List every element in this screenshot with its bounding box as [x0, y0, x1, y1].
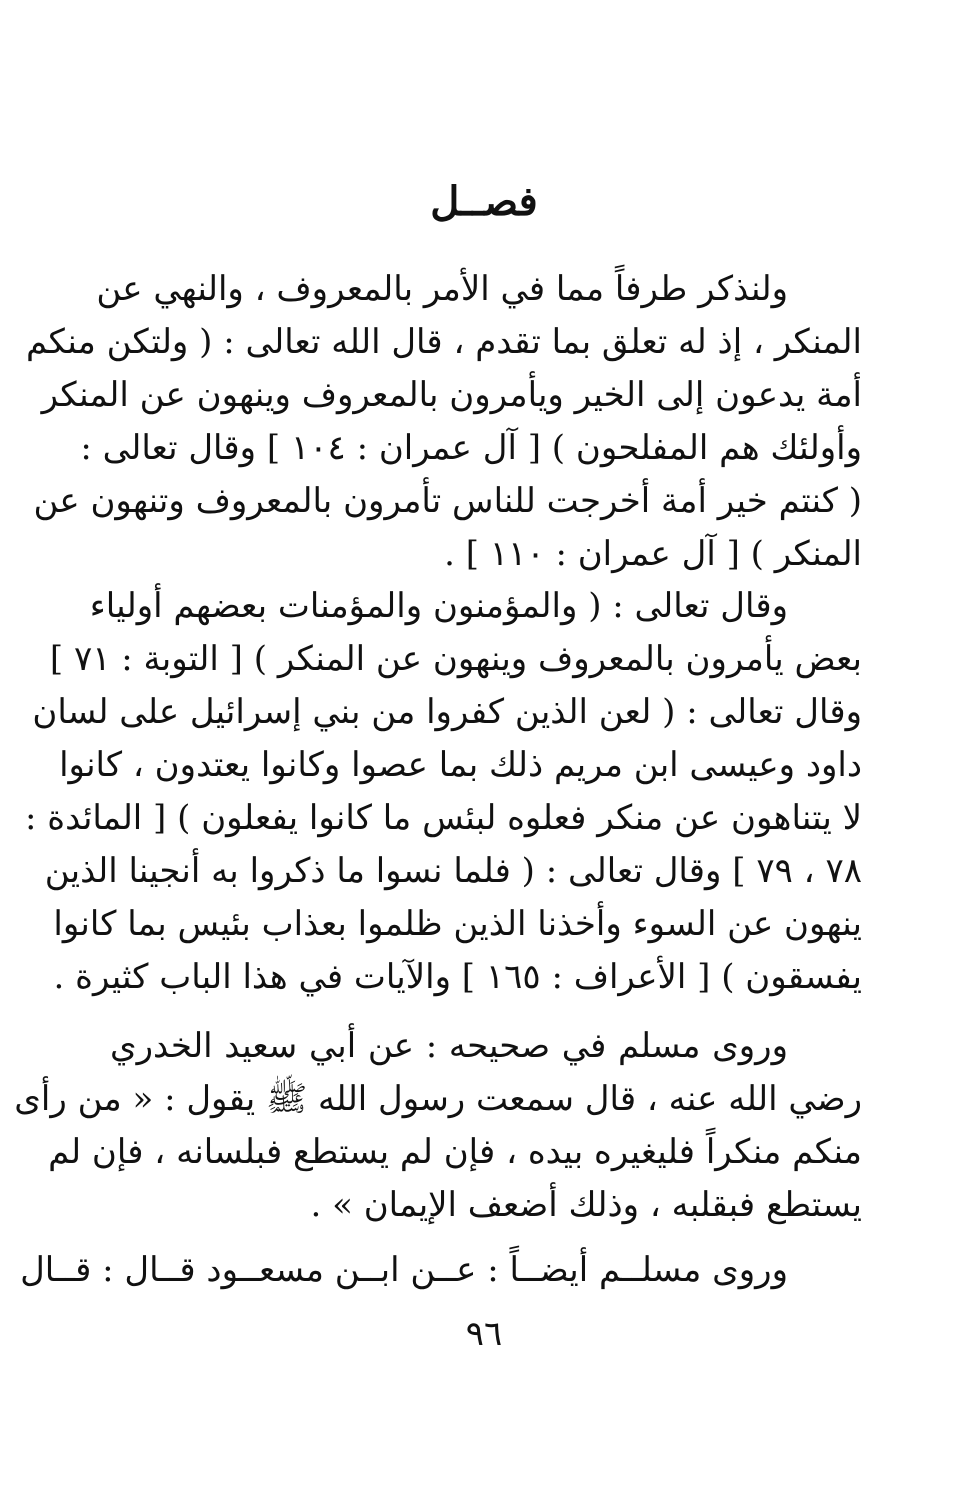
paragraph-line: ( كنتم خير أمة أخرجت للناس تأمرون بالمعروف وتنهون عن — [33, 481, 862, 521]
paragraph-4 — [20, 1244, 862, 1297]
paragraph-line: وروى مسلم في صحيحه : عن أبي سعيد الخدري — [110, 1026, 788, 1066]
paragraph-line: أمة يدعون إلى الخير ويأمرون بالمعروف وينهون عن المنكر — [41, 375, 862, 415]
paragraph-1 — [25, 263, 862, 581]
paragraph-line: بعض يأمرون بالمعروف وينهون عن المنكر ) [ التوبة : ٧١ ] — [49, 639, 862, 679]
paragraph-line: المنكر ، إذ له تعلق بما تقدم ، قال الله تعالى : ( ولتكن منكم — [25, 322, 862, 362]
paragraph-line: منكم منكراً فليغيره بيده ، فإن لم يستطع فبلسانه ، فإن لم — [48, 1132, 862, 1172]
paragraph-line: يفسقون ) [ الأعراف : ١٦٥ ] والآيات في هذا الباب كثيرة . — [53, 957, 862, 997]
paragraph-line: يستطع فبقلبه ، وذلك أضعف الإيمان » . — [310, 1185, 862, 1225]
paragraph-line: داود وعيسى ابن مريم ذلك بما عصوا وكانوا يعتدون ، كانوا — [59, 745, 862, 785]
paragraph-3 — [14, 1020, 862, 1232]
paragraph-line: ٧٨ ، ٧٩ ] وقال تعالى : ( فلما نسوا ما ذكروا به أنجينا الذين — [44, 851, 862, 891]
page-number: ٩٦ — [465, 1314, 503, 1354]
paragraph-line: وقال تعالى : ( والمؤمنون والمؤمنات بعضهم أولياء — [89, 586, 788, 626]
paragraph-line: وروى مسلــم أيضــاً : عــن ابــن مسعــود قــال : قــال — [20, 1250, 788, 1290]
paragraph-line: المنكر ) [ آل عمران : ١١٠ ] . — [444, 534, 862, 574]
section-heading: فصــل — [430, 178, 538, 225]
paragraph-line: وقال تعالى : ( لعن الذين كفروا من بني إسرائيل على لسان — [32, 692, 862, 732]
paragraph-line: ولنذكر طرفاً مما في الأمر بالمعروف ، والنهي عن — [96, 269, 788, 309]
paragraph-line: رضي الله عنه ، قال سمعت رسول الله ﷺ يقول : « من رأى — [14, 1079, 862, 1119]
paragraph-line: لا يتناهون عن منكر فعلوه لبئس ما كانوا يفعلون ) [ المائدة : — [25, 798, 862, 838]
paragraph-2 — [25, 580, 862, 1004]
paragraph-line: وأولئك هم المفلحون ) [ آل عمران : ١٠٤ ] وقال تعالى : — [80, 428, 862, 468]
paragraph-line: ينهون عن السوء وأخذنا الذين ظلموا بعذاب بئيس بما كانوا — [53, 904, 862, 944]
